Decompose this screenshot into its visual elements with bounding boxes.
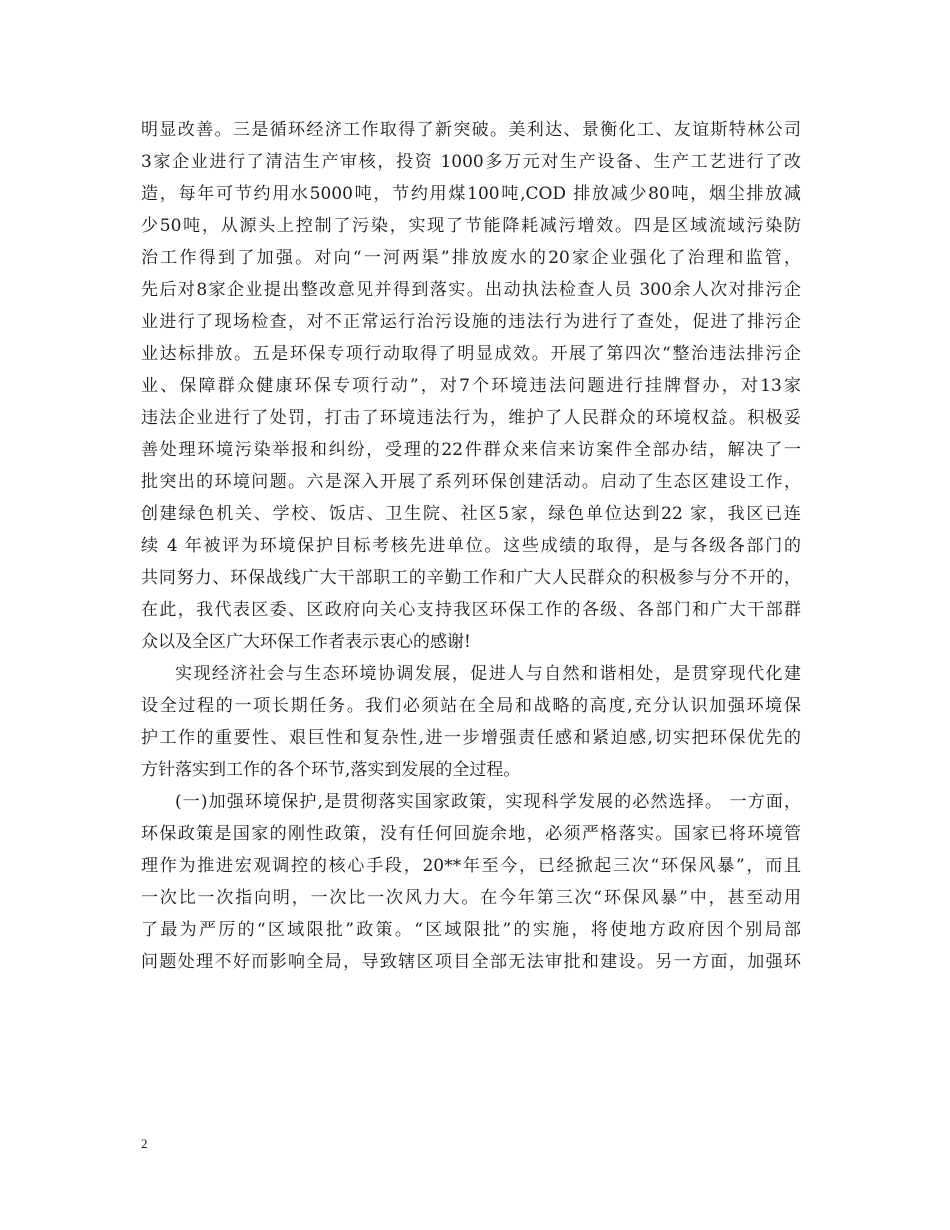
text-line: 明显改善。三是循环经济工作取得了新突破。美利达、景衡化工、友谊斯特林公司 [141, 120, 801, 140]
text-line: 业进行了现场检查，对不正常运行治污设施的违法行为进行了查处，促进了排污企 [141, 312, 801, 332]
text-line: 3家企业进行了清洁生产审核，投资 1000多万元对生产设备、生产工艺进行了改 [141, 152, 801, 172]
text-line: 少50吨，从源头上控制了污染，实现了节能降耗减污增效。四是区域流域污染防 [141, 216, 801, 236]
text-line: 业达标排放。五是环保专项行动取得了明显成效。开展了第四次“整治违法排污企 [141, 344, 801, 364]
page-number: 2 [141, 1136, 148, 1151]
text-line: 治工作得到了加强。对向“一河两渠”排放废水的20家企业强化了治理和监管， [141, 248, 801, 268]
text-line: 实现经济社会与生态环境协调发展，促进人与自然和谐相处，是贯穿现代化建 [175, 664, 801, 684]
text-line: 造，每年可节约用水5000吨，节约用煤100吨,COD 排放减少80吨，烟尘排放减 [141, 184, 801, 204]
text-line: 环保政策是国家的刚性政策，没有任何回旋余地，必须严格落实。国家已将环境管 [141, 824, 801, 844]
text-line: 众以及全区广大环保工作者表示衷心的感谢! [141, 632, 471, 652]
text-line: 先后对8家企业提出整改意见并得到落实。出动执法检查人员 300余人次对排污企 [141, 280, 801, 300]
text-line: 了最为严厉的“区域限批”政策。“区域限批”的实施，将使地方政府因个别局部 [141, 920, 801, 940]
text-line: 设全过程的一项长期任务。我们必须站在全局和战略的高度,充分认识加强环境保 [141, 696, 801, 716]
text-line: 业、保障群众健康环保专项行动”，对7个环境违法问题进行挂牌督办，对13家 [141, 376, 801, 396]
text-line: 问题处理不好而影响全局，导致辖区项目全部无法审批和建设。另一方面，加强环 [141, 952, 801, 972]
text-line: 方针落实到工作的各个环节,落实到发展的全过程。 [141, 760, 521, 780]
body-text [141, 114, 801, 978]
text-line: 违法企业进行了处罚，打击了环境违法行为，维护了人民群众的环境权益。积极妥 [141, 408, 801, 428]
text-line: 在此，我代表区委、区政府向关心支持我区环保工作的各级、各部门和广大干部群 [141, 600, 801, 620]
text-line: 创建绿色机关、学校、饭店、卫生院、社区5家，绿色单位达到22 家，我区已连 [141, 504, 801, 524]
text-line: 护工作的重要性、艰巨性和复杂性,进一步增强责任感和紧迫感,切实把环保优先的 [141, 728, 801, 748]
text-line: 理作为推进宏观调控的核心手段，20**年至今，已经掀起三次“环保风暴”，而且 [141, 856, 801, 876]
text-line: 续 4 年被评为环境保护目标考核先进单位。这些成绩的取得，是与各级各部门的 [141, 536, 801, 556]
text-line: (一)加强环境保护,是贯彻落实国家政策，实现科学发展的必然选择。 一方面， [175, 792, 801, 812]
text-line: 共同努力、环保战线广大干部职工的辛勤工作和广大人民群众的积极参与分不开的， [141, 568, 801, 588]
text-line: 批突出的环境问题。六是深入开展了系列环保创建活动。启动了生态区建设工作， [141, 472, 801, 492]
text-line: 一次比一次指向明，一次比一次风力大。在今年第三次“环保风暴”中，甚至动用 [141, 888, 801, 908]
text-line: 善处理环境污染举报和纠纷，受理的22件群众来信来访案件全部办结，解决了一 [141, 440, 801, 460]
